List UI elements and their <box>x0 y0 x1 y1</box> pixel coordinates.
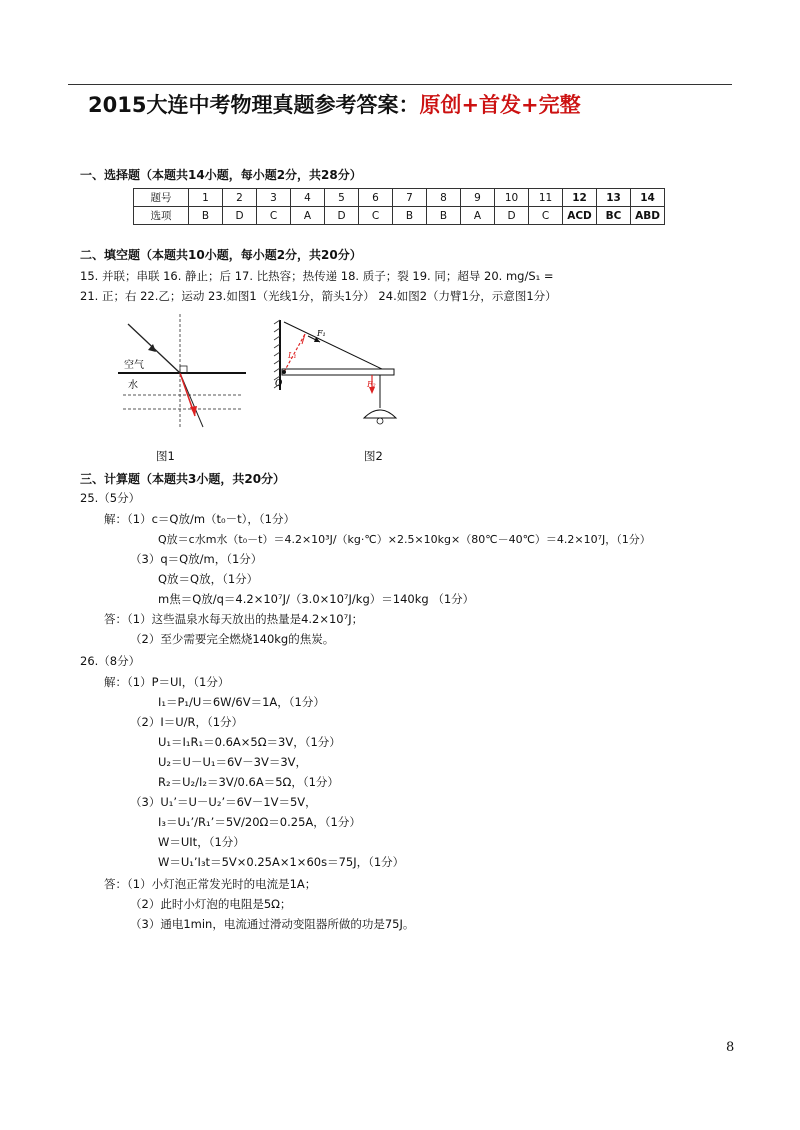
header-rule <box>68 84 732 85</box>
q25-line: 答：（1）这些温泉水每天放出的热量是4.2×10⁷J； <box>104 612 364 626</box>
q26-heading: 26.（8分） <box>80 654 141 668</box>
q25-line: Q放＝Q放，（1分） <box>158 572 259 586</box>
table-cell: D <box>223 207 257 225</box>
q26-line: R₂＝U₂/I₂＝3V/0.6A＝5Ω，（1分） <box>158 775 339 789</box>
q25-line: Q放＝c水m水（t₀－t）＝4.2×10³J/（kg·℃）×2.5×10kg×（80℃－40℃）＝4.2×10⁷J，（1分） <box>158 533 651 546</box>
table-cell: 12 <box>563 189 597 207</box>
table-cell: 题号 <box>134 189 189 207</box>
table-cell: A <box>291 207 325 225</box>
table-cell: D <box>325 207 359 225</box>
q26-line: W＝U₁’I₃t＝5V×0.25A×1×60s＝75J，（1分） <box>158 855 405 869</box>
table-cell: 6 <box>359 189 393 207</box>
table-cell: D <box>495 207 529 225</box>
table-cell: 10 <box>495 189 529 207</box>
label-o: O <box>275 379 283 389</box>
table-cell: C <box>359 207 393 225</box>
q26-line: W＝UIt，（1分） <box>158 835 245 849</box>
q26-line: 解：（1）P＝UI，（1分） <box>104 675 230 689</box>
table-cell: B <box>427 207 461 225</box>
figure-2-lever <box>272 318 407 440</box>
section-1-heading: 一、选择题（本题共14小题，每小题2分，共28分） <box>80 168 362 182</box>
title-highlight: 原创+首发+完整 <box>419 93 581 117</box>
label-f2: F₂ <box>367 380 376 389</box>
label-l1: L₁ <box>288 351 297 360</box>
q26-line: U₂＝U－U₁＝6V－3V＝3V， <box>158 755 308 769</box>
q26-line: （3）通电1min，电流通过滑动变阻器所做的功是75J。 <box>130 917 415 931</box>
table-cell: A <box>461 207 495 225</box>
table-cell: B <box>189 207 223 225</box>
q25-heading: 25.（5分） <box>80 491 141 505</box>
figure-2-caption: 图2 <box>364 449 383 463</box>
label-air: 空气 <box>124 360 144 371</box>
q25-line: （3）q＝Q放/m，（1分） <box>130 552 263 566</box>
page-title <box>88 89 581 119</box>
table-cell: ABD <box>631 207 665 225</box>
q25-line: m焦＝Q放/q＝4.2×10⁷J/（3.0×10⁷J/kg）＝140kg （1分） <box>158 592 475 606</box>
q26-line: 答：（1）小灯泡正常发光时的电流是1A； <box>104 877 317 891</box>
q26-line: （3）U₁’＝U－U₂’＝6V－1V＝5V， <box>130 795 317 809</box>
table-cell: 3 <box>257 189 291 207</box>
section-3-heading: 三、计算题（本题共3小题，共20分） <box>80 472 286 486</box>
q26-line: I₃＝U₁’/R₁’＝5V/20Ω＝0.25A，（1分） <box>158 815 361 829</box>
table-cell: 8 <box>427 189 461 207</box>
q25-line: 解：（1）c＝Q放/m（t₀－t），（1分） <box>104 512 295 526</box>
figure-1-refraction <box>118 312 248 432</box>
table-cell: C <box>529 207 563 225</box>
table-cell: 9 <box>461 189 495 207</box>
table-cell: 7 <box>393 189 427 207</box>
table-cell: 1 <box>189 189 223 207</box>
fill-answers-line-2: 21. 正；右 22.乙；运动 23.如图1（光线1分，箭头1分） 24.如图2（力臂1分，示意图1分） <box>80 289 557 303</box>
table-cell: 选项 <box>134 207 189 225</box>
figure-1-caption: 图1 <box>156 449 175 463</box>
table-row <box>134 207 665 225</box>
table-cell: BC <box>597 207 631 225</box>
table-cell: ACD <box>563 207 597 225</box>
page-number: 8 <box>726 1040 735 1055</box>
q26-line: （2）I＝U/R，（1分） <box>130 715 244 729</box>
title-main: 2015大连中考物理真题参考答案： <box>88 93 420 117</box>
table-cell: 5 <box>325 189 359 207</box>
label-f1: F₁ <box>317 329 326 338</box>
table-cell: 11 <box>529 189 563 207</box>
table-cell: 13 <box>597 189 631 207</box>
answer-table <box>133 188 665 225</box>
section-2-heading: 二、填空题（本题共10小题，每小题2分，共20分） <box>80 248 362 262</box>
table-row <box>134 189 665 207</box>
q26-line: I₁＝P₁/U＝6W/6V＝1A，（1分） <box>158 695 325 709</box>
label-water: 水 <box>128 380 138 391</box>
q26-line: （2）此时小灯泡的电阻是5Ω； <box>130 897 292 911</box>
table-cell: 2 <box>223 189 257 207</box>
fill-answers-line-1: 15. 并联；串联 16. 静止；后 17. 比热容；热传递 18. 质子；裂 19. 同；超导 20. mg/S₁ = <box>80 269 554 283</box>
q25-line: （2）至少需要完全燃烧140kg的焦炭。 <box>130 632 335 646</box>
table-cell: 14 <box>631 189 665 207</box>
table-cell: C <box>257 207 291 225</box>
q26-line: U₁＝I₁R₁＝0.6A×5Ω＝3V，（1分） <box>158 735 341 749</box>
table-cell: 4 <box>291 189 325 207</box>
table-cell: B <box>393 207 427 225</box>
